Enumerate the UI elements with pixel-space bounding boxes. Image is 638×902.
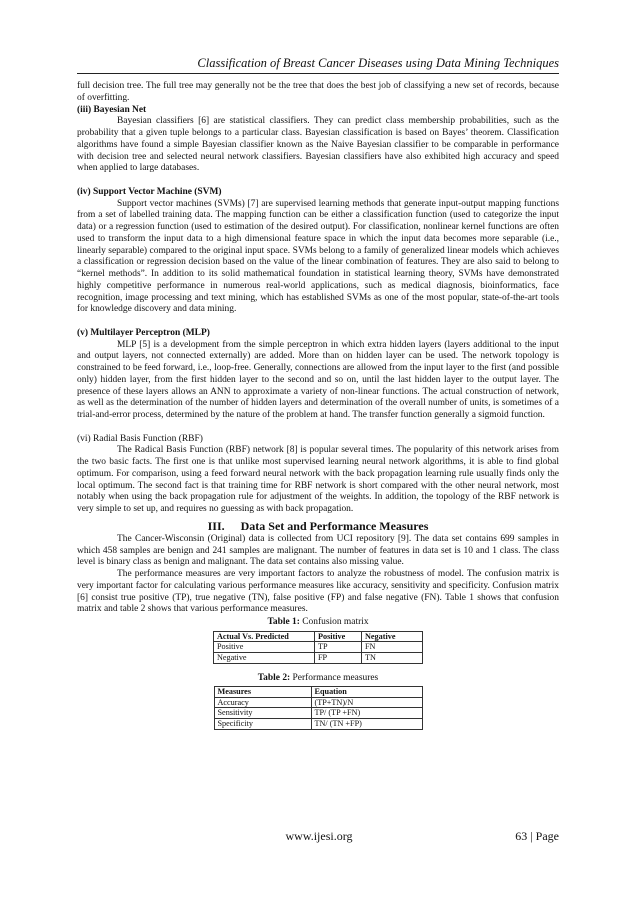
- table1-label: Table 1:: [267, 617, 300, 627]
- paragraph-svm: Support vector machines (SVMs) [7] are supervised learning methods that generate input-output mapping functions from a set of labelled training data. The mapping function can be either a classification function (used to categorize the input data) or a regression function (used to estimation of the desired output). For classification, nonlinear kernel functions are often used to transform the input data to a high dimensional feature space in which the input data becomes more separable (i.e., linearly separable) compared to the original input space. SVMs belong to a family of generalized linear models which achieves a classification or regression decision based on the value of the linear combination of features. They are also said to belong to “kernel methods”. In addition to its solid mathematical foundation in statistical learning theory, SVMs have demonstrated highly competitive performance in numerous real-world applications, such as medical diagnosis, bioinformatics, face recognition, image processing and text mining, which has established SVMs as one of the most popular, state-of-the-art tools for knowledge discovery and data mining.: [77, 198, 559, 315]
- table-row: [214, 719, 422, 730]
- table-row: [214, 697, 422, 708]
- heading-mlp: (v) Multilayer Perceptron (MLP): [77, 327, 210, 338]
- heading-bayesian-net: (iii) Bayesian Net: [77, 104, 147, 115]
- paragraph-mlp: MLP [5] is a development from the simple perceptron in which extra hidden layers (layers additional to the input and output layers, not connected externally) are added. More than on hidden layer can be used. The network topology is constrained to be feed forward, i.e., loop-free. Generally, connections are allowed from the input layer to the first (and possible only) hidden layer, from the first hidden layer to the second and so on, until the last hidden layer to the output layer. The presence of these layers allows an ANN to approximate a variety of non-linear functions. The actual construction of network, as well as the determination of the number of hidden layers and determination of the overall number of units, is sometimes of a trial-and-error process, determined by the nature of the problem at hand. The transfer function generally a sigmoid function.: [77, 339, 559, 420]
- table2-label: Table 2:: [257, 672, 291, 683]
- table-header-cell: Measures: [214, 687, 311, 698]
- footer-url: www.ijesi.org: [285, 829, 353, 843]
- table-row: [214, 642, 423, 653]
- spacer: [77, 175, 559, 187]
- table-header-cell: Equation: [311, 687, 422, 698]
- table-cell: Accuracy: [214, 697, 311, 708]
- table-cell: TP/ (TP +FN): [311, 708, 422, 719]
- table-header-cell: Positive: [315, 631, 362, 642]
- page-number: 63 | Page: [515, 829, 559, 843]
- paragraph-rbf: The Radical Basis Function (RBF) network [8] is popular several times. The popularity of this network arises from the two basic facts. The first one is that unlike most supervised learning neural network algorithms, it is able to find global optimum. For comparison, using a feed forward neural network with the back propagation learning rule usually finds only the local optimum. The second fact is that training time for RBF network is short compared with the other neural network, most notably when using the back propagation rule for adjustment of the weights. In addition, the topology of the RBF network is very simple to set up, and requires no guessing as with back propagation.: [77, 445, 559, 514]
- table-header-cell: Actual Vs. Predicted: [214, 631, 315, 642]
- spacer: [77, 422, 559, 434]
- heading-rbf: (vi) Radial Basis Function (RBF): [77, 433, 203, 444]
- paragraph-performance: The performance measures are very important factors to analyze the robustness of model. The confusion matrix is very important factor for calculating various performance measures like accuracy, sensitivity and specificity. Confusion matrix [6] consist true positive (TP), true negative (TN), false positive (FP) and false negative (FN). Table 1 shows that confusion matrix and table 2 shows that various performance measures.: [77, 569, 559, 615]
- table-cell: Positive: [214, 642, 315, 653]
- paragraph-decision-tree: full decision tree. The full tree may generally not be the tree that does the best job of classifying a new set of records, because of overfitting.: [77, 81, 559, 103]
- table-cell: TP: [315, 642, 362, 653]
- section-heading: [77, 519, 559, 533]
- table-cell: Specificity: [214, 719, 311, 730]
- table-cell: FP: [315, 652, 362, 663]
- paragraph-data-set: The Cancer-Wisconsin (Original) data is collected from UCI repository [9]. The data set contains 699 samples in which 458 samples are benign and 241 samples are malignant. The number of features in data set is 10 and 1 class. The class level is binary class as benign and malignant. The data set contains also missing value.: [77, 533, 559, 568]
- table-cell: (TP+TN)/N: [311, 697, 422, 708]
- spacer: [77, 316, 559, 328]
- performance-measures-table: [214, 686, 423, 729]
- table-cell: Sensitivity: [214, 708, 311, 719]
- table-cell: TN: [362, 652, 423, 663]
- table-header-row: [214, 687, 422, 698]
- header-rule: [77, 73, 559, 74]
- table-row: [214, 708, 422, 719]
- table-cell: TN/ (TN +FP): [311, 719, 422, 730]
- table2-caption: [77, 673, 559, 685]
- section-number: III.: [207, 518, 225, 533]
- table-row: [214, 652, 423, 663]
- table-cell: Negative: [214, 652, 315, 663]
- table-header-row: [214, 631, 423, 642]
- body-text: [77, 81, 559, 730]
- table-header-cell: Negative: [362, 631, 423, 642]
- table1-caption-text: Confusion matrix: [302, 617, 369, 627]
- paragraph-bayesian-net: Bayesian classifiers [6] are statistical classifiers. They can predict class membership probabilities, such as the probability that a given tuple belongs to a particular class. Bayesian classification is based on Bayes’ theorem. Classification algorithms have found a simple Bayesian classifier known as the Naive Bayesian classifier to be comparable in performance with decision tree and selected neural network classifiers. Bayesian classifiers have also exhibited high accuracy and speed when applied to large databases.: [77, 116, 559, 174]
- heading-svm: (iv) Support Vector Machine (SVM): [77, 186, 222, 197]
- confusion-matrix-table: [213, 631, 423, 664]
- table2-caption-text: Performance measures: [292, 672, 379, 683]
- running-header: Classification of Breast Cancer Diseases using Data Mining Techniques: [197, 56, 559, 70]
- table1-caption: [77, 617, 559, 629]
- table-cell: FN: [362, 642, 423, 653]
- section-title: Data Set and Performance Measures: [240, 518, 429, 533]
